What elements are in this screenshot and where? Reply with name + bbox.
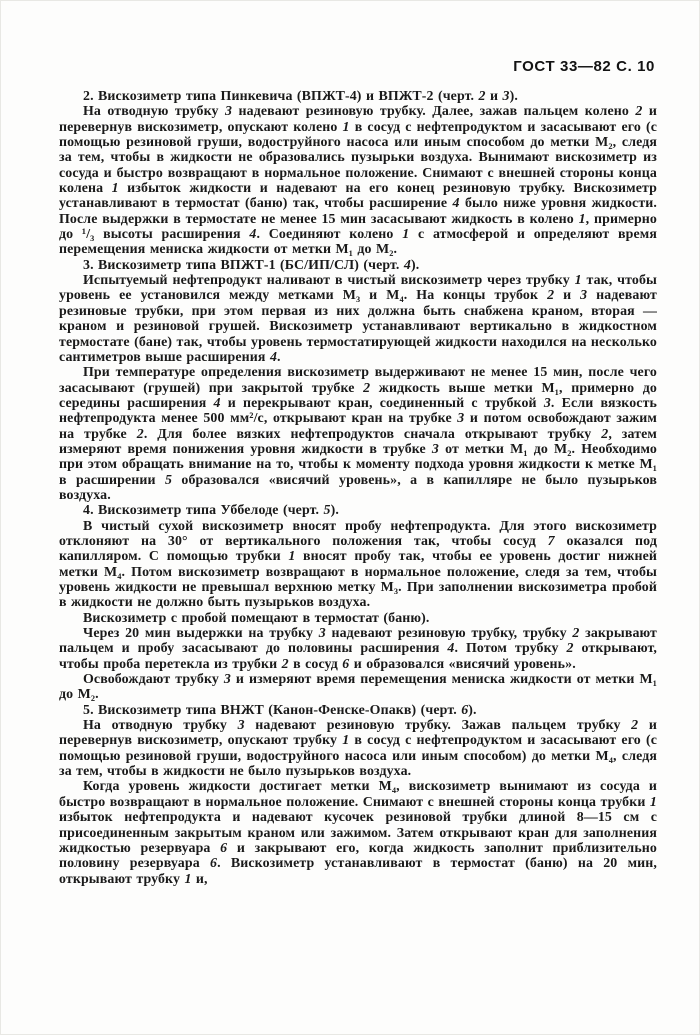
section-4-para-4: Освобождают трубку 3 и измеряют время перемещения мениска жидкости от метки М₁ до М₂. xyxy=(59,672,657,703)
section-5-para-1: На отводную трубку 3 надевают резиновую трубку. Зажав пальцем трубку 2 и перевернув вискозиметр, опускают трубку 1 в сосуд с нефтепродуктом и засасывают его (с помощью резиновой груши, водоструйного насоса или иным способом) до метки М₄, следя за тем, чтобы в жидкости не было пузырьков воздуха. xyxy=(59,718,658,780)
section-4-para-1: В чистый сухой вискозиметр вносят пробу нефтепродукта. Для этого вискозиметр отклоняют на 30° от вертикального положения так, чтобы сосуд 7 оказался под капилляром. С помощью трубки 1 вносят пробу так, чтобы ее уровень достиг нижней метки М₄. Потом вискозиметр возвращают в нормальное положение, следя за тем, чтобы уровень жидкости не превышал верхнюю метку М₃. При заполнении вискозиметра пробой в жидкости не должно быть пузырьков воздуха. xyxy=(59,518,657,611)
section-5-heading: 5. Вискозиметр типа ВНЖТ (Канон-Фенске-Опакв) (черт. 6). xyxy=(83,702,477,718)
section-4-para-2: Вискозиметр с пробой помещают в термостат (баню). xyxy=(83,610,430,626)
section-3-para-1: Испытуемый нефтепродукт наливают в чистый вискозиметр через трубку 1 так, чтобы уровень ее установился между метками М₃ и М₄. На концы трубок 2 и 3 надевают резиновые трубки, при этом первая из них должна быть снабжена краном, вторая — краном и резиновой грушей. Вискозиметр устанавливают вертикально в жидкостном термостате (бане) так, чтобы уровень термостатирующей жидкости находился на несколько сантиметров выше расширения 4. xyxy=(59,273,657,365)
gost-number-label: ГОСТ 33—82 С. 10 xyxy=(513,58,655,75)
section-5-para-2: Когда уровень жидкости достигает метки М₄, вискозиметр вынимают из сосуда и быстро возвращают в нормальное положение. Снимают с внешней стороны конца трубки 1 избыток нефтепродукта и надевают кусочек резиновой трубки длиной 8—15 см с присоединенным закрытым краном или зажимом. Затем открывают кран для заполнения жидкостью резервуара 6 и закрывают его, когда жидкость заполнит приблизительно половину резервуара 6. Вискозиметр устанавливают в термостат (баню) на 20 мин, открывают трубку 1 и, xyxy=(59,779,657,887)
section-4-heading: 4. Вискозиметр типа Уббелоде (черт. 5). xyxy=(83,503,339,519)
section-4-para-3: Через 20 мин выдержки на трубку 3 надевают резиновую трубку, трубку 2 закрывают пальцем и пробу засасывают до половины расширения 4. Потом трубку 2 открывают, чтобы проба перетекла из трубки 2 в сосуд 6 и образовался «висячий уровень». xyxy=(59,626,658,672)
section-3-para-2: При температуре определения вискозиметр выдерживают не менее 15 мин, после чего засасывают (грушей) при закрытой трубке 2 жидкость выше метки М₁, примерно до середины расширения 4 и перекрывают кран, соединенный с трубкой 3. Если вязкость нефтепродукта менее 500 мм²/с, открывают кран на трубке 3 и потом освобождают зажим на трубке 2. Для более вязких нефтепродуктов сначала открывают трубку 2, затем измеряют время понижения уровня жидкости в трубке 3 от метки М₁ до М₂. Необходимо при этом обращать внимание на то, чтобы к моменту подхода уровня жидкости к метке М₁ в расширении 5 образовался «висячий уровень», а в капилляре не было пузырьков воздуха. xyxy=(59,365,658,503)
section-3-heading: 3. Вискозиметр типа ВПЖТ-1 (БС/ИП/СЛ) (черт. 4). xyxy=(83,257,420,273)
document-body xyxy=(59,89,657,887)
document-header xyxy=(59,59,655,75)
section-2-para-1: На отводную трубку 3 надевают резиновую трубку. Далее, зажав пальцем колено 2 и перевернув вискозиметр, опускают колено 1 в сосуд с нефтепродуктом и засасывают его (с помощью резиновой груши, водоструйного насоса или иным способом до метки М₂, следя за тем, чтобы в жидкости не образовались пузырьки воздуха. Вынимают вискозиметр из сосуда и быстро возвращают в нормальное положение. Снимают с внешней стороны конца колена 1 избыток жидкости и надевают на его конец резиновую трубку. Вискозиметр устанавливают в термостат (баню) так, чтобы расширение 4 было ниже уровня жидкости. После выдержки в термостате не менее 15 мин засасывают жидкость в колено 1, примерно до ¹/₃ высоты расширения 4. Соединяют колено 1 с атмосферой и определяют время перемещения мениска жидкости от метки М₁ до М₂. xyxy=(59,104,658,258)
section-2-heading: 2. Вискозиметр типа Пинкевича (ВПЖТ-4) и ВПЖТ-2 (черт. 2 и 3). xyxy=(83,89,518,104)
